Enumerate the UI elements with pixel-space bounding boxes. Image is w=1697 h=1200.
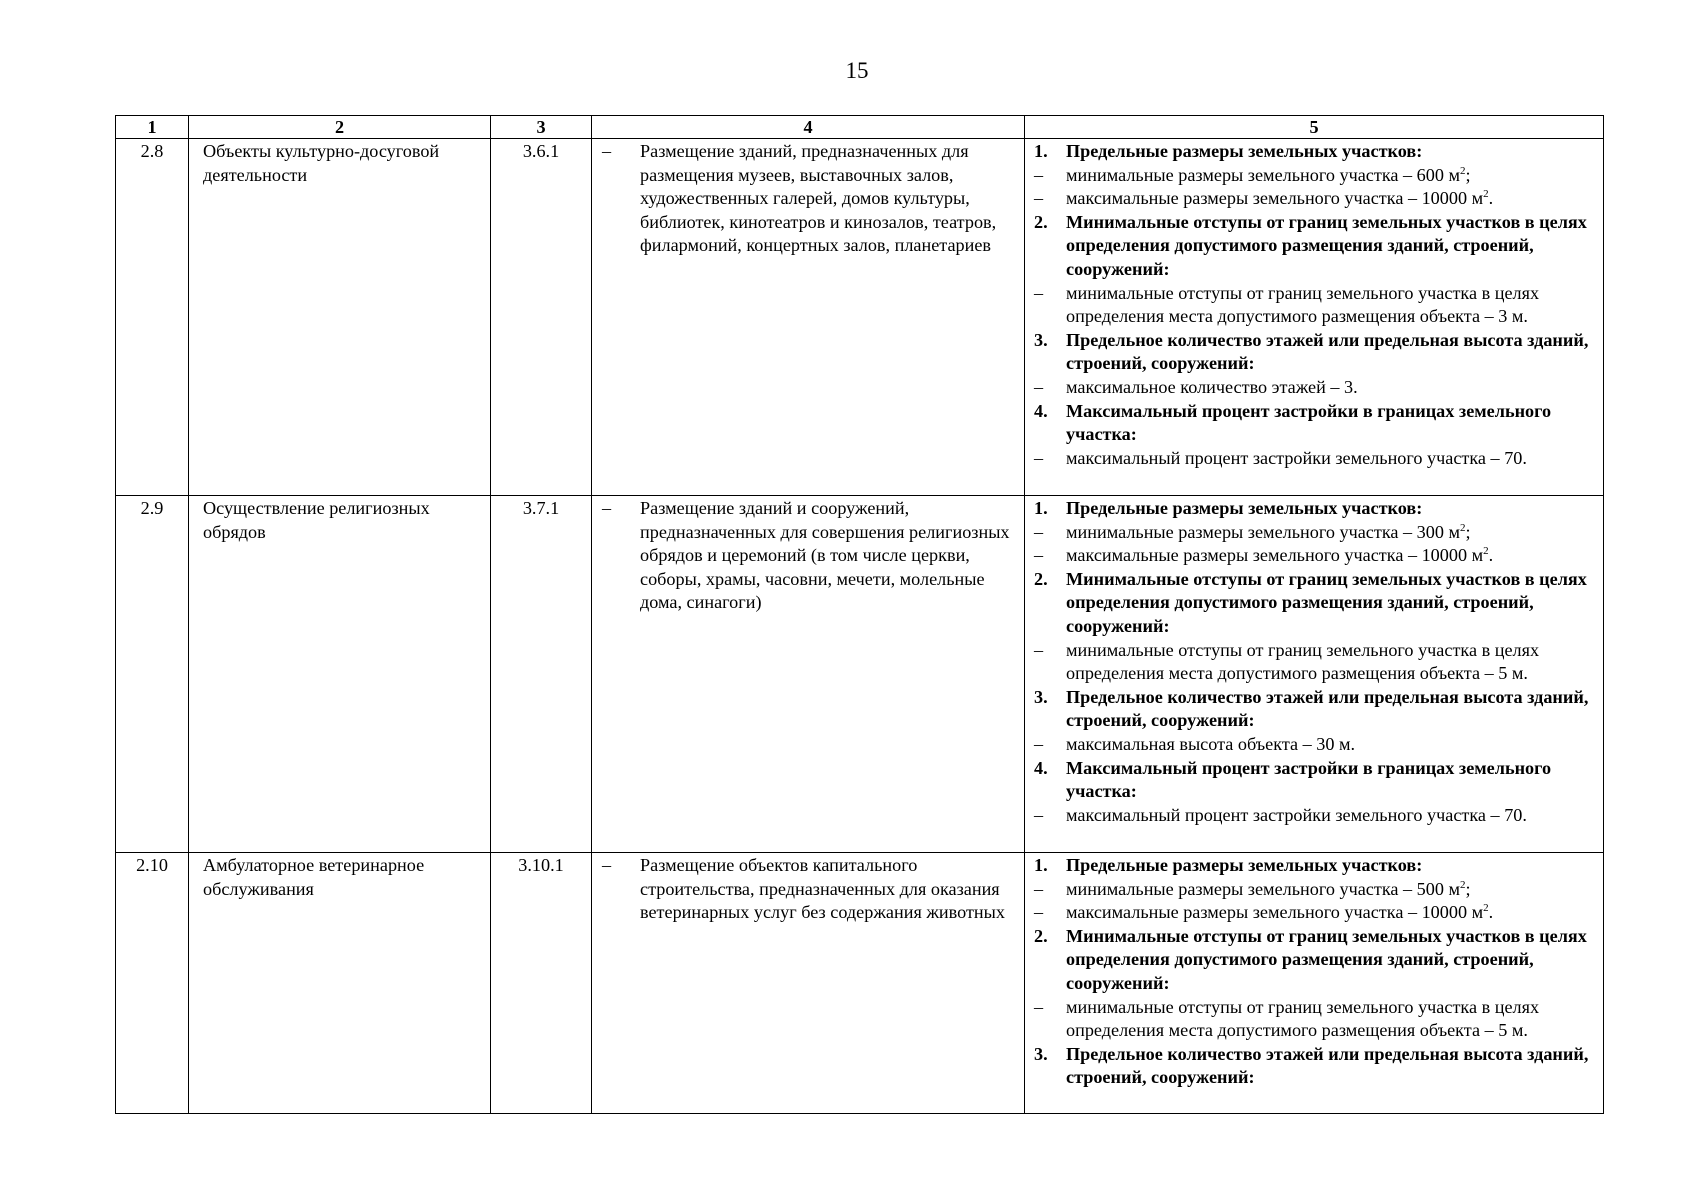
- parameter-text-main: минимальные размеры земельного участка – 300 м: [1066, 521, 1460, 542]
- parameter-item: [1034, 901, 1599, 925]
- parameter-item: [1034, 164, 1599, 188]
- parameter-text-main: максимальные размеры земельного участка – 10000 м: [1066, 545, 1484, 566]
- parameter-item: [1034, 544, 1599, 568]
- parameter-text-main: Минимальные отступы от границ земельных участков в целях определения допустимого размещения зданий, строений, сооружений:: [1066, 211, 1587, 279]
- number-marker: 3.: [1034, 686, 1048, 707]
- parameter-text: [1066, 544, 1599, 568]
- parameter-item: [1034, 804, 1599, 828]
- square-meter-superscript: 2: [1483, 902, 1489, 915]
- page-number: 15: [845, 58, 869, 83]
- parameter-item: [1034, 376, 1599, 400]
- parameter-heading: [1034, 329, 1599, 376]
- use-description-cell: [592, 139, 1025, 496]
- number-marker: 3.: [1034, 1043, 1048, 1064]
- parameter-text-main: Предельное количество этажей или предельная высота зданий, строений, сооружений:: [1066, 329, 1589, 374]
- column-header-3: 3: [491, 116, 592, 139]
- parameter-heading: [1034, 1043, 1599, 1090]
- parameter-text-main: максимальные размеры земельного участка – 10000 м: [1066, 902, 1484, 923]
- parameter-text: [1066, 447, 1599, 471]
- parameter-text: [1066, 901, 1599, 925]
- parameter-text-end: ;: [1465, 164, 1471, 185]
- table-row: [116, 496, 1604, 853]
- parameter-text-main: Предельное количество этажей или предельная высота зданий, строений, сооружений:: [1066, 1043, 1589, 1088]
- parameter-text: [1066, 187, 1599, 211]
- dash-marker: –: [1034, 545, 1044, 566]
- dash-marker: –: [1034, 996, 1044, 1017]
- square-meter-superscript: 2: [1459, 521, 1466, 534]
- parameter-heading: [1034, 140, 1599, 164]
- parameter-text-end: ;: [1465, 878, 1471, 899]
- use-type-name-cell: Объекты культурно-досуговой деятельности: [189, 139, 491, 496]
- parameters-cell: [1025, 496, 1604, 853]
- parameter-heading: [1034, 211, 1599, 282]
- parameter-item: [1034, 878, 1599, 902]
- parameter-text-main: максимальный процент застройки земельного участка – 70.: [1066, 447, 1527, 468]
- parameter-text: [1066, 639, 1599, 686]
- parameter-text-main: Предельные размеры земельных участков:: [1066, 498, 1423, 518]
- parameter-item: [1034, 187, 1599, 211]
- dash-marker: –: [1034, 282, 1044, 303]
- parameter-heading: [1034, 686, 1599, 733]
- square-meter-superscript: 2: [1459, 164, 1466, 177]
- parameter-heading: [1034, 854, 1599, 878]
- parameter-heading: [1034, 400, 1599, 447]
- description-item: [602, 497, 1018, 615]
- dash-marker: –: [1034, 521, 1044, 542]
- parameter-item: [1034, 521, 1599, 545]
- parameter-text: [1066, 1043, 1599, 1090]
- number-marker: 1.: [1034, 855, 1048, 875]
- classifier-code-cell: 3.6.1: [491, 139, 592, 496]
- number-marker: 3.: [1034, 329, 1048, 350]
- parameter-text: [1066, 686, 1599, 733]
- table-header-row: [116, 116, 1604, 139]
- description-text: Размещение объектов капитального строительства, предназначенных для оказания ветеринарных услуг без содержания животных: [640, 855, 1005, 923]
- parameter-text-main: максимальное количество этажей – 3.: [1066, 376, 1358, 397]
- parameter-text: [1066, 282, 1599, 329]
- number-marker: 1.: [1034, 141, 1048, 161]
- parameters-cell: [1025, 139, 1604, 496]
- parameter-text-main: Максимальный процент застройки в границах земельного участка:: [1066, 400, 1552, 445]
- parameter-item: [1034, 996, 1599, 1043]
- square-meter-superscript: 2: [1483, 545, 1489, 558]
- dash-marker: –: [1034, 447, 1044, 468]
- use-description-cell: [592, 853, 1025, 1114]
- parameter-text-end: .: [1488, 902, 1494, 923]
- number-marker: 1.: [1034, 498, 1048, 518]
- parameter-item: [1034, 282, 1599, 329]
- column-header-2: 2: [189, 116, 491, 139]
- row-number-cell: 2.8: [116, 139, 189, 496]
- dash-marker: –: [602, 855, 612, 875]
- dash-marker: –: [1034, 188, 1044, 209]
- dash-marker: –: [1034, 639, 1044, 660]
- use-description-cell: [592, 496, 1025, 853]
- dash-marker: –: [602, 498, 612, 518]
- use-type-name-cell: Амбулаторное ветеринарное обслуживания: [189, 853, 491, 1114]
- column-header-1: 1: [116, 116, 189, 139]
- parameter-text: [1066, 878, 1599, 902]
- parameter-text: [1066, 568, 1599, 639]
- parameter-text-main: минимальные отступы от границ земельного участка в целях определения места допустимого размещения объекта – 5 м.: [1066, 639, 1540, 684]
- parameter-text: [1066, 140, 1599, 164]
- parameter-item: [1034, 639, 1599, 686]
- parameter-text: [1066, 757, 1599, 804]
- parameter-text-end: .: [1488, 545, 1494, 566]
- parameter-text: [1066, 497, 1599, 521]
- parameter-text-main: максимальные размеры земельного участка – 10000 м: [1066, 188, 1484, 209]
- parameter-text-main: Предельные размеры земельных участков:: [1066, 141, 1423, 161]
- parameter-text: [1066, 521, 1599, 545]
- land-use-regulations-table: [115, 115, 1604, 1114]
- parameter-heading: [1034, 497, 1599, 521]
- parameter-text: [1066, 804, 1599, 828]
- parameter-heading: [1034, 568, 1599, 639]
- parameter-text-end: ;: [1465, 521, 1471, 542]
- parameter-heading: [1034, 757, 1599, 804]
- parameter-text: [1066, 329, 1599, 376]
- parameter-item: [1034, 447, 1599, 471]
- table-row: [116, 853, 1604, 1114]
- parameter-text-main: Минимальные отступы от границ земельных участков в целях определения допустимого размещения зданий, строений, сооружений:: [1066, 925, 1587, 993]
- parameter-heading: [1034, 925, 1599, 996]
- parameter-text-main: максимальная высота объекта – 30 м.: [1066, 733, 1356, 754]
- number-marker: 4.: [1034, 757, 1048, 778]
- number-marker: 2.: [1034, 211, 1048, 232]
- square-meter-superscript: 2: [1459, 878, 1466, 891]
- parameter-text: [1066, 376, 1599, 400]
- dash-marker: –: [1034, 164, 1044, 185]
- dash-marker: –: [1034, 733, 1044, 754]
- dash-marker: –: [1034, 902, 1044, 923]
- parameter-text: [1066, 854, 1599, 878]
- use-type-name-cell: Осуществление религиозных обрядов: [189, 496, 491, 853]
- description-text: Размещение зданий и сооружений, предназначенных для совершения религиозных обрядов и церемоний (в том числе церкви, соборы, храмы, часовни, мечети, молельные дома, синагоги): [640, 498, 1010, 613]
- parameter-text: [1066, 996, 1599, 1043]
- number-marker: 2.: [1034, 925, 1048, 946]
- table-row: [116, 139, 1604, 496]
- square-meter-superscript: 2: [1483, 188, 1489, 201]
- number-marker: 2.: [1034, 568, 1048, 589]
- dash-marker: –: [1034, 376, 1044, 397]
- parameter-text-main: минимальные размеры земельного участка – 500 м: [1066, 878, 1460, 899]
- row-number-cell: 2.9: [116, 496, 189, 853]
- classifier-code-cell: 3.7.1: [491, 496, 592, 853]
- parameter-text-main: Предельные размеры земельных участков:: [1066, 855, 1423, 875]
- column-header-4: 4: [592, 116, 1025, 139]
- parameters-cell: [1025, 853, 1604, 1114]
- parameter-text-main: Минимальные отступы от границ земельных участков в целях определения допустимого размещения зданий, строений, сооружений:: [1066, 568, 1587, 636]
- classifier-code-cell: 3.10.1: [491, 853, 592, 1114]
- parameter-text: [1066, 925, 1599, 996]
- row-number-cell: 2.10: [116, 853, 189, 1114]
- parameter-text: [1066, 211, 1599, 282]
- parameter-text: [1066, 733, 1599, 757]
- parameter-text-main: минимальные отступы от границ земельного участка в целях определения места допустимого размещения объекта – 3 м.: [1066, 282, 1540, 327]
- parameter-text-main: минимальные отступы от границ земельного участка в целях определения места допустимого размещения объекта – 5 м.: [1066, 996, 1540, 1041]
- parameter-text-main: максимальный процент застройки земельного участка – 70.: [1066, 804, 1527, 825]
- parameter-text: [1066, 400, 1599, 447]
- description-item: [602, 854, 1018, 925]
- parameter-text-main: Максимальный процент застройки в границах земельного участка:: [1066, 757, 1552, 802]
- dash-marker: –: [602, 141, 612, 161]
- column-header-5: 5: [1025, 116, 1604, 139]
- dash-marker: –: [1034, 804, 1044, 825]
- parameter-text-end: .: [1488, 188, 1494, 209]
- parameter-text-main: минимальные размеры земельного участка – 600 м: [1066, 164, 1460, 185]
- description-text: Размещение зданий, предназначенных для размещения музеев, выставочных залов, художественных галерей, домов культуры, библиотек, кинотеатров и кинозалов, театров, филармоний, концертных залов, планетариев: [640, 141, 997, 256]
- number-marker: 4.: [1034, 400, 1048, 421]
- dash-marker: –: [1034, 878, 1044, 899]
- parameter-text-main: Предельное количество этажей или предельная высота зданий, строений, сооружений:: [1066, 686, 1589, 731]
- parameter-text: [1066, 164, 1599, 188]
- parameter-item: [1034, 733, 1599, 757]
- description-item: [602, 140, 1018, 258]
